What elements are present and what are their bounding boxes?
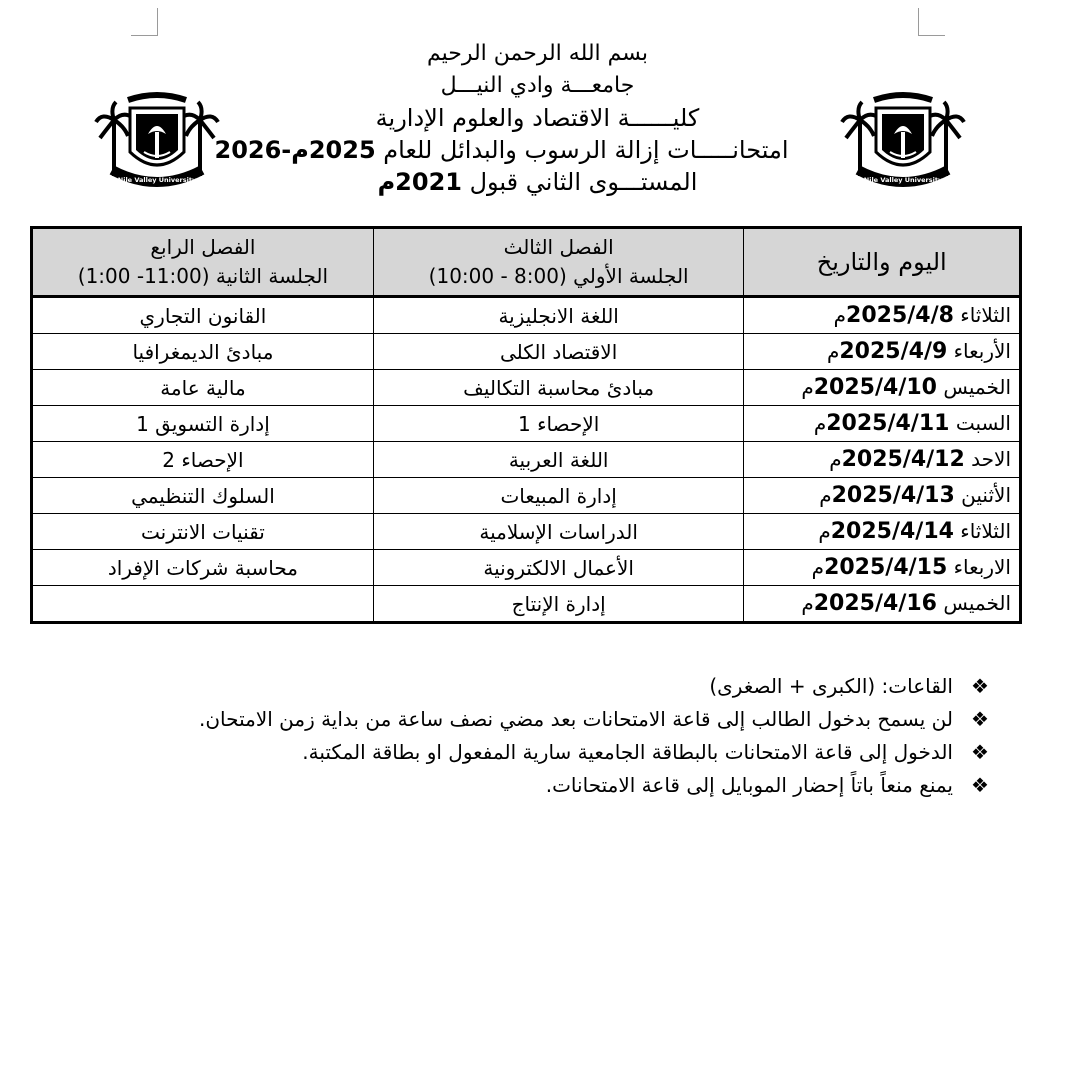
exam-date: 2025/4/10 <box>813 375 937 400</box>
table-row <box>32 442 1021 478</box>
semester4-subject: محاسبة شركات الإفراد <box>32 550 374 586</box>
semester3-subject: الأعمال الالكترونية <box>373 550 744 586</box>
exam-date: 2025/4/11 <box>826 411 950 436</box>
day-date-cell <box>744 406 1021 442</box>
semester4-subject: القانون التجاري <box>32 297 374 334</box>
level-prefix: المستـــوى الثاني قبول <box>461 168 698 196</box>
level-title <box>0 166 1075 198</box>
semester4-subject: مالية عامة <box>32 370 374 406</box>
crop-mark-left-horizontal <box>131 35 158 36</box>
day-date-cell <box>744 586 1021 623</box>
semester4-subject: الإحصاء 2 <box>32 442 374 478</box>
date-suffix: م <box>801 591 814 615</box>
exam-date: 2025/4/14 <box>830 519 954 544</box>
note-text: لن يسمح بدخول الطالب إلى قاعة الامتحانات بعد مضي نصف ساعة من بداية زمن الامتحان. <box>199 707 953 731</box>
basmala: بسم الله الرحمن الرحيم <box>426 41 649 66</box>
semester4-subject: مبادئ الديمغرافيا <box>32 334 374 370</box>
day-date-cell <box>744 442 1021 478</box>
exam-date: 2025/4/9 <box>839 339 948 364</box>
table-row <box>32 586 1021 623</box>
note-text: الدخول إلى قاعة الامتحانات بالبطاقة الجامعية سارية المفعول او بطاقة المكتبة. <box>302 740 953 764</box>
semester4-session: الجلسة الثانية (11:00- 1:00) <box>77 264 329 288</box>
semester4-subject: إدارة التسويق 1 <box>32 406 374 442</box>
day-name: الخميس <box>936 591 1011 615</box>
semester3-subject: إدارة المبيعات <box>373 478 744 514</box>
day-date-header: اليوم والتاريخ <box>744 228 1021 297</box>
day-name: الخميس <box>936 375 1011 399</box>
note-item <box>60 670 995 703</box>
crop-mark-right-vertical <box>918 8 919 36</box>
day-name: الاحد <box>964 447 1011 471</box>
semester3-subject: إدارة الإنتاج <box>373 586 744 623</box>
semester3-subject: اللغة الانجليزية <box>373 297 744 334</box>
table-row <box>32 334 1021 370</box>
exam-notes-list <box>60 670 995 802</box>
semester3-subject: الاقتصاد الكلى <box>373 334 744 370</box>
diamond-bullet-icon: ❖ <box>971 740 989 764</box>
note-item <box>60 769 995 802</box>
date-suffix: م <box>833 303 847 327</box>
table-row <box>32 406 1021 442</box>
exam-title-year: 2025م-2026 <box>214 136 376 164</box>
diamond-bullet-icon: ❖ <box>971 707 989 731</box>
note-text: القاعات: (الكبرى + الصغرى) <box>709 674 953 698</box>
day-name: الأربعاء <box>947 339 1011 363</box>
day-name: السبت <box>949 411 1011 435</box>
semester3-title: الفصل الثالث <box>503 235 614 259</box>
exam-schedule-table <box>30 226 1022 624</box>
exam-date: 2025/4/15 <box>824 555 948 580</box>
semester3-header <box>373 228 744 297</box>
date-suffix: م <box>811 555 825 579</box>
table-row <box>32 370 1021 406</box>
date-suffix: م <box>819 483 832 507</box>
diamond-bullet-icon: ❖ <box>971 674 989 698</box>
semester4-subject: تقنيات الانترنت <box>32 514 374 550</box>
day-date-cell <box>744 550 1021 586</box>
semester3-subject: اللغة العربية <box>373 442 744 478</box>
day-date-cell <box>744 478 1021 514</box>
note-item <box>60 703 995 736</box>
faculty-name: كليــــــة الاقتصاد والعلوم الإدارية <box>375 104 700 132</box>
day-date-cell <box>744 514 1021 550</box>
semester4-title: الفصل الرابع <box>150 235 256 259</box>
crop-mark-right-horizontal <box>918 35 945 36</box>
table-row <box>32 297 1021 334</box>
date-suffix: م <box>813 411 827 435</box>
table-row <box>32 514 1021 550</box>
exam-date: 2025/4/8 <box>846 303 954 328</box>
diamond-bullet-icon: ❖ <box>971 773 989 797</box>
table-row <box>32 550 1021 586</box>
day-date-cell <box>744 334 1021 370</box>
document-header <box>0 38 1075 198</box>
table-header-row <box>32 228 1021 297</box>
level-year: 2021م <box>377 168 462 196</box>
day-name: الثلاثاء <box>953 519 1011 543</box>
table-row <box>32 478 1021 514</box>
semester4-header <box>32 228 374 297</box>
note-item <box>60 736 995 769</box>
note-text: يمنع منعاً باتاً إحضار الموبايل إلى قاعة الامتحانات. <box>545 773 953 797</box>
exam-date: 2025/4/16 <box>813 591 937 616</box>
date-suffix: م <box>801 375 814 399</box>
logo-text: Nile Valley University <box>117 176 197 184</box>
semester4-subject: السلوك التنظيمي <box>32 478 374 514</box>
day-name: الاربعاء <box>947 555 1011 579</box>
university-name: جامعـــة وادي النيـــل <box>440 73 635 98</box>
day-name: الأثنين <box>954 483 1011 507</box>
semester3-session: الجلسة الأولي (8:00 - 10:00) <box>428 264 689 288</box>
exam-title <box>0 134 1039 166</box>
date-suffix: م <box>818 519 831 543</box>
semester4-subject <box>32 586 374 623</box>
semester3-subject: الإحصاء 1 <box>373 406 744 442</box>
exam-date: 2025/4/12 <box>841 447 965 472</box>
exam-date: 2025/4/13 <box>831 483 955 508</box>
semester3-subject: الدراسات الإسلامية <box>373 514 744 550</box>
date-suffix: م <box>829 447 842 471</box>
exam-title-prefix: امتحانـــــات إزالة الرسوب والبدائل للعام <box>375 136 789 164</box>
semester3-subject: مبادئ محاسبة التكاليف <box>373 370 744 406</box>
day-date-cell <box>744 370 1021 406</box>
day-date-cell <box>744 297 1021 334</box>
day-name: الثلاثاء <box>953 303 1011 327</box>
date-suffix: م <box>826 339 840 363</box>
logo-text: Nile Valley University <box>863 176 943 184</box>
crop-mark-left-vertical <box>157 8 158 36</box>
